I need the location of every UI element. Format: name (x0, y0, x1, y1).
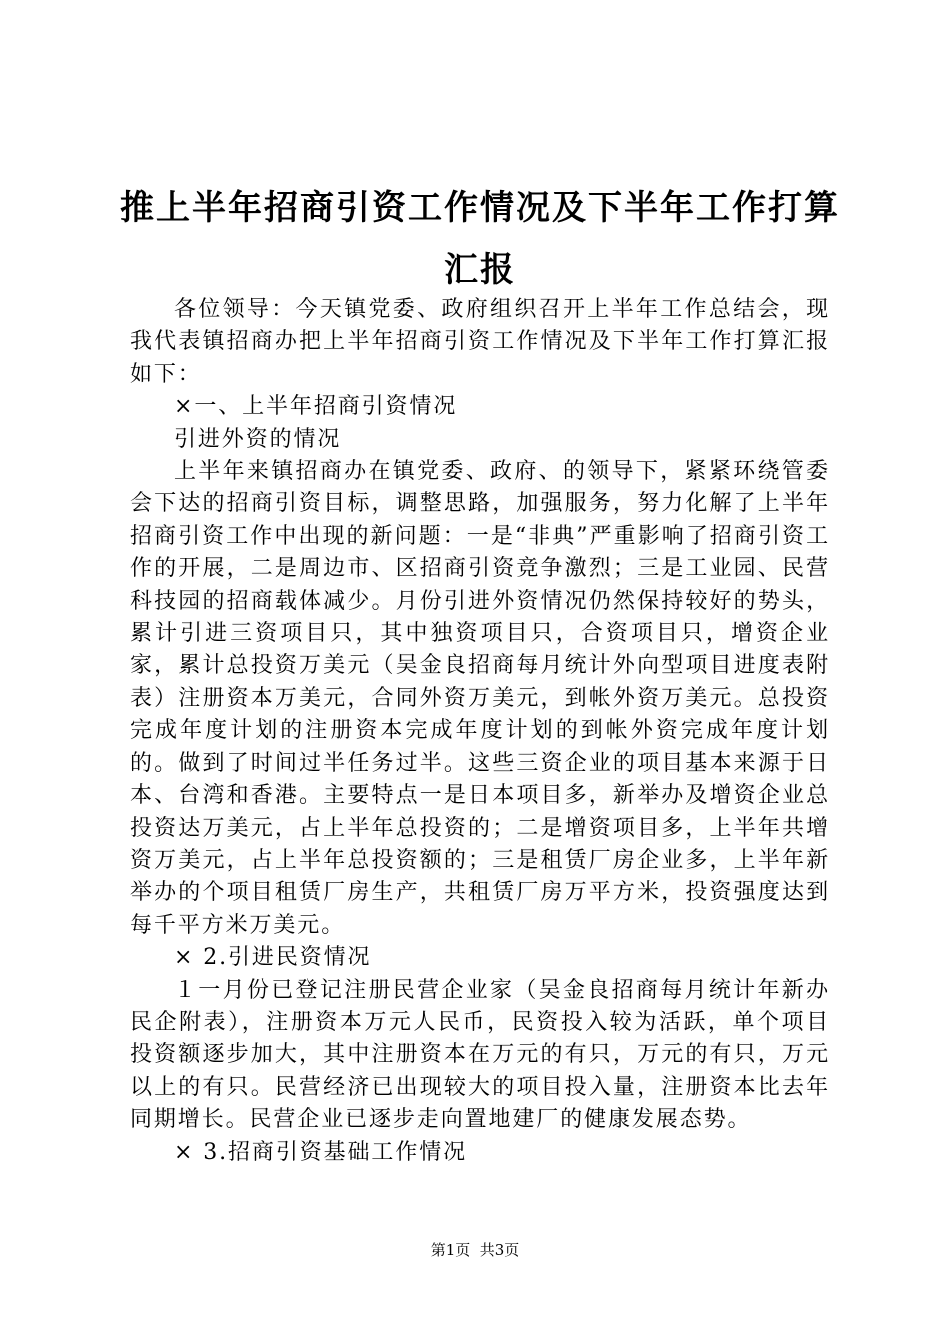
page-footer (0, 1240, 950, 1260)
subsection-heading-foreign-capital: 引进外资的情况 (174, 426, 342, 452)
document-body (130, 294, 830, 1169)
paragraph-foreign-capital: 上半年来镇招商办在镇党委、政府、的领导下，紧紧环绕管委会下达的招商引资目标，调整思路，加强服务，努力化解了上半年招商引资工作中出现的新问题：一是“非典”严重影响了招商引资工作的开展，二是周边市、区招商引资竞争激烈；三是工业园、民营科技园的招商载体减少。月份引进外资情况仍然保持较好的势头，累计引进三资项目只，其中独资项目只，合资项目只，增资企业家，累计总投资万美元（吴金良招商每月统计外向型项目进度表附表）注册资本万美元，合同外资万美元，到帐外资万美元。总投资完成年度计划的注册资本完成年度计划的到帐外资完成年度计划的。做到了时间过半任务过半。这些三资企业的项目基本来源于日本、台湾和香港。主要特点一是日本项目多，新举办及增资企业总投资达万美元，占上半年总投资的；二是增资项目多，上半年共增资万美元，占上半年总投资额的；三是租赁厂房企业多，上半年新举办的个项目租赁厂房生产，共租赁厂房万平方米，投资强度达到每千平方米万美元。 (130, 459, 830, 938)
paragraph-private-capital: １一月份已登记注册民营企业家（吴金良招商每月统计年新办民企附表），注册资本万元人民币，民资投入较为活跃，单个项目投资额逐步加大，其中注册资本在万元的有只，万元的有只，万元以上的有只。民营经济已出现较大的项目投入量，注册资本比去年同期增长。民营企业已逐步走向置地建厂的健康发展态势。 (130, 977, 830, 1133)
page-number: 第1页 共3页 (430, 1241, 520, 1259)
paragraph-greeting: 各位领导：今天镇党委、政府组织召开上半年工作总结会，现我代表镇招商办把上半年招商引资工作情况及下半年工作打算汇报如下： (130, 297, 830, 387)
document-title-line-2: 汇报 (444, 250, 516, 290)
document-title-line-1: 推上半年招商引资工作情况及下半年工作打算 (120, 188, 840, 228)
subsection-heading-basic-work: × 3.招商引资基础工作情况 (174, 1139, 468, 1165)
subsection-heading-private-capital: × 2.引进民资情况 (174, 945, 372, 971)
section-heading-1: ×一、上半年招商引资情况 (174, 394, 458, 420)
